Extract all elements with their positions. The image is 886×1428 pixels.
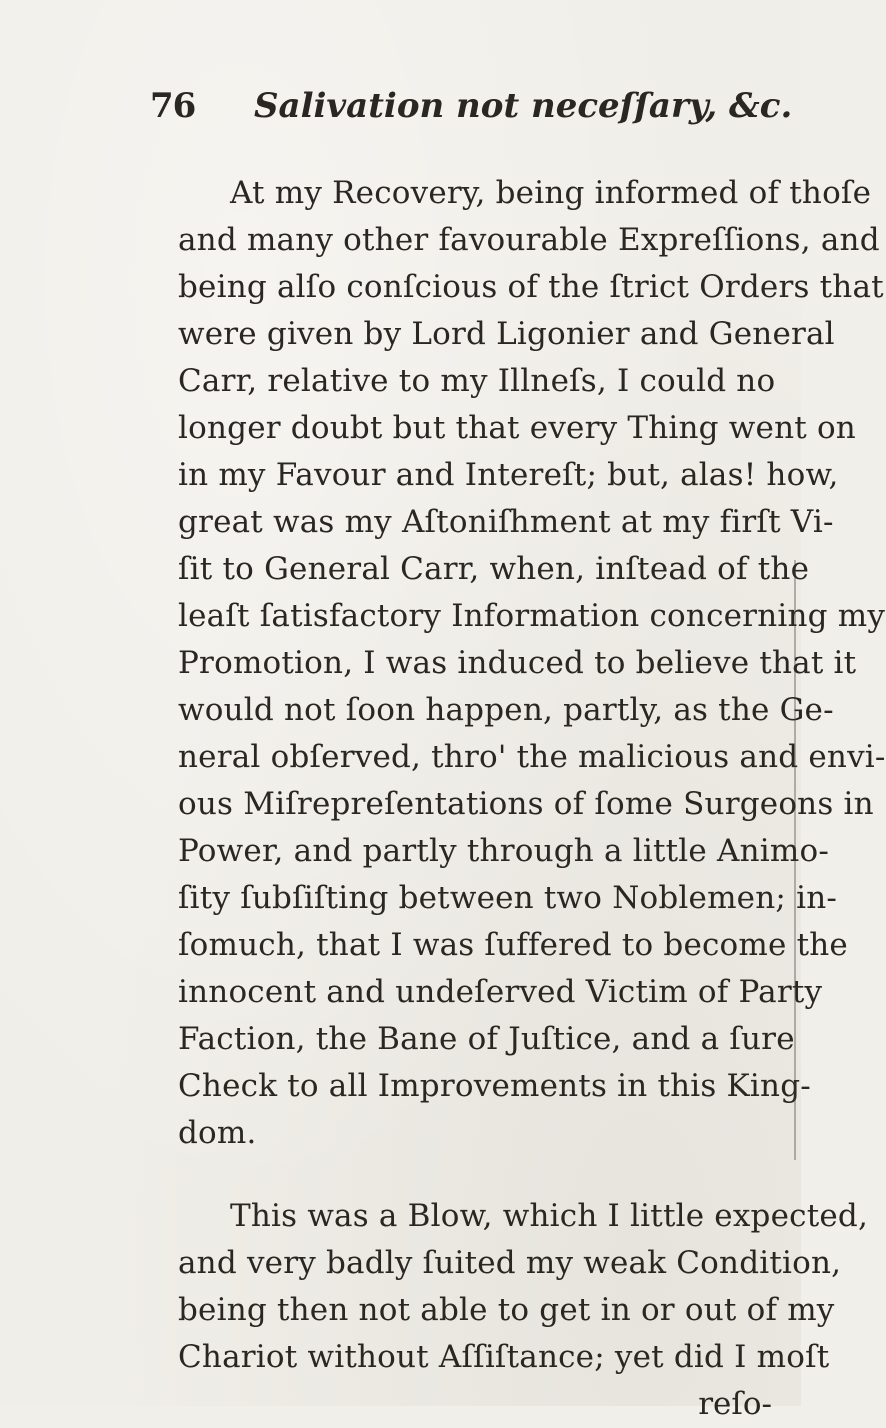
text-line: Faction, the Bane of Juſtice, and a ſure xyxy=(178,1021,795,1057)
text-line: leaſt ſatisfactory Information concerning my xyxy=(178,598,886,634)
paragraph-1 xyxy=(178,170,886,1157)
catchword: reſo- xyxy=(698,1386,772,1422)
text-line: in my Favour and Intereſt; but, alas! how, xyxy=(178,457,839,493)
text-line: Carr, relative to my Illneſs, I could no xyxy=(178,363,776,399)
text-line: innocent and undeſerved Victim of Party xyxy=(178,974,823,1010)
text-line: neral obſerved, thro' the malicious and envi- xyxy=(178,739,886,775)
text-line: being then not able to get in or out of my xyxy=(178,1292,835,1328)
running-title: Salivation not neceſſary, &c. xyxy=(254,86,793,126)
text-line: were given by Lord Ligonier and General xyxy=(178,316,835,352)
text-line: This was a Blow, which I little expected, xyxy=(230,1198,868,1234)
text-line: ſity ſubſiſting between two Noblemen; in- xyxy=(178,880,838,916)
text-line: At my Recovery, being informed of thoſe xyxy=(230,175,872,211)
text-line: dom. xyxy=(178,1115,257,1151)
text-line: and many other favourable Expreſſions, and xyxy=(178,222,880,258)
text-line: Chariot without Aſſiſtance; yet did I moſt xyxy=(178,1339,830,1375)
text-line: Power, and partly through a little Animo- xyxy=(178,833,830,869)
text-line: being alſo conſcious of the ſtrict Orders that xyxy=(178,269,884,305)
text-line: longer doubt but that every Thing went on xyxy=(178,410,856,446)
text-line: would not ſoon happen, partly, as the Ge- xyxy=(178,692,834,728)
running-head xyxy=(150,86,793,136)
text-line: and very badly ſuited my weak Condition, xyxy=(178,1245,842,1281)
paragraph-gap xyxy=(178,1157,790,1193)
body-text xyxy=(178,170,886,1428)
text-line: ſomuch, that I was ſuffered to become the xyxy=(178,927,848,963)
text-line: ſit to General Carr, when, inſtead of the xyxy=(178,551,810,587)
text-line: Promotion, I was induced to believe that it xyxy=(178,645,857,681)
page-edge-shadow xyxy=(794,560,796,1160)
text-line: ous Miſrepreſentations of ſome Surgeons in xyxy=(178,786,874,822)
text-line: Check to all Improvements in this King- xyxy=(178,1068,811,1104)
text-line: great was my Aſtoniſhment at my firſt Vi- xyxy=(178,504,834,540)
paragraph-2 xyxy=(178,1193,868,1381)
page-number: 76 xyxy=(150,86,196,126)
